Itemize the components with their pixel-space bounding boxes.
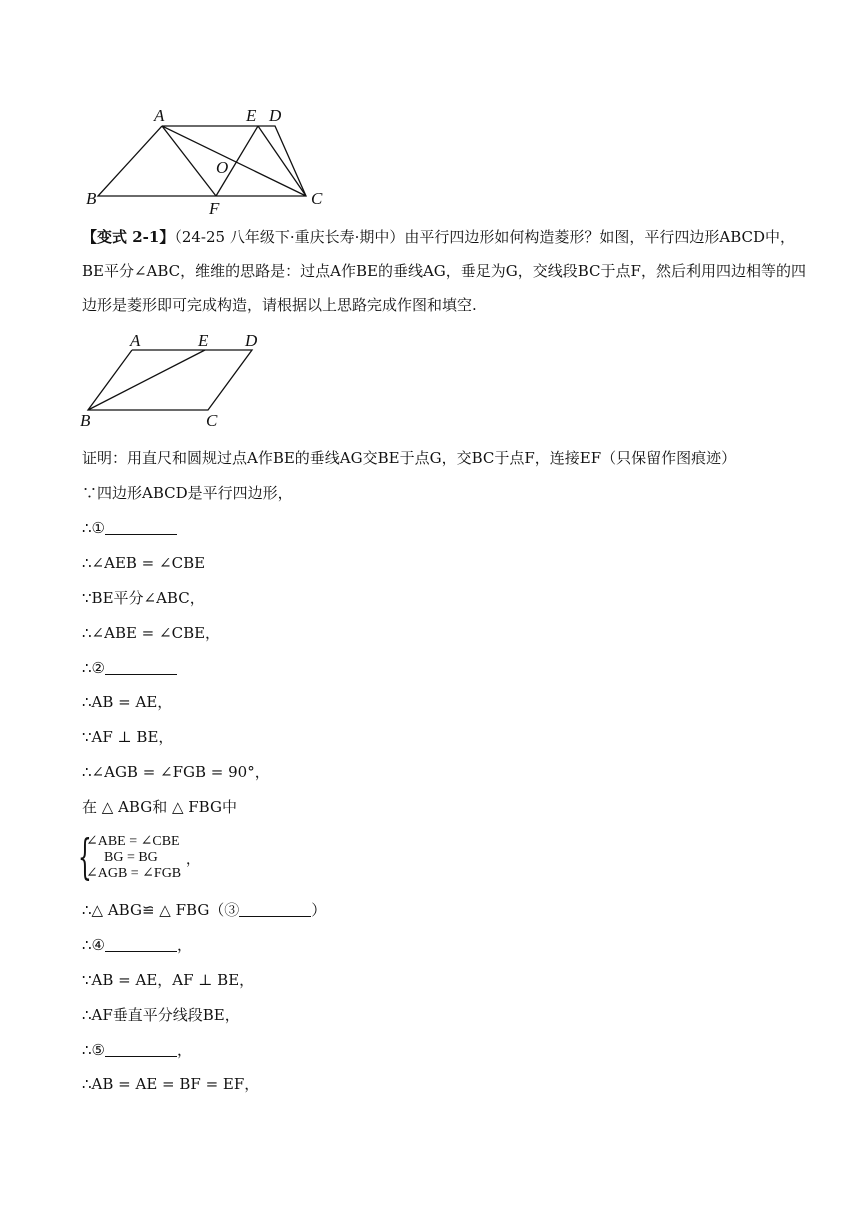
- condition-3: ∠AGB = ∠FGB: [86, 866, 182, 881]
- proof-line-16-text: ∴⑤: [82, 1041, 105, 1059]
- proof-line-14: ∵AB = AE，AF ⊥ BE，: [82, 971, 255, 989]
- proof-line-1: 证明：用直尺和圆规过点A作BE的垂线AG交BE于点G，交BC于点F，连接EF（只保留作图痕迹）: [82, 449, 737, 467]
- parallelogram-abcd: [98, 126, 306, 196]
- condition-2: BG = BG: [104, 850, 158, 865]
- blank-3-input[interactable]: [239, 901, 311, 917]
- proof-line-12: [82, 900, 326, 920]
- proof-line-9: ∵AF ⊥ BE，: [82, 728, 174, 746]
- label-e: E: [246, 106, 257, 125]
- label-a-2: A: [130, 331, 141, 350]
- proof-line-3: [82, 518, 177, 538]
- proof-line-6: ∴∠ABE = ∠CBE，: [82, 624, 221, 642]
- proof-line-13-comma: ，: [177, 936, 193, 954]
- condition-comma: ，: [186, 853, 200, 868]
- blank-2-input[interactable]: [105, 659, 177, 675]
- figure-1-diagram: [80, 100, 340, 220]
- proof-line-2: ∵四边形ABCD是平行四边形，: [82, 484, 293, 502]
- label-d-2: D: [245, 331, 258, 350]
- proof-line-13: [82, 935, 192, 955]
- problem-tag: 【变式 2-1】: [82, 228, 175, 246]
- proof-line-15: ∴AF垂直平分线段BE，: [82, 1006, 240, 1024]
- parallelogram-abcd-2: [88, 350, 252, 410]
- label-b-2: B: [80, 411, 91, 430]
- segment-af: [162, 126, 216, 196]
- label-e-2: E: [198, 331, 209, 350]
- proof-line-16-comma: ，: [177, 1041, 193, 1059]
- proof-line-3-text: ∴①: [82, 519, 105, 537]
- proof-line-17: ∴AB = AE = BF = EF，: [82, 1075, 260, 1093]
- proof-line-16: [82, 1040, 192, 1060]
- proof-line-5: ∵BE平分∠ABC，: [82, 589, 205, 607]
- proof-line-12-text: ∴△ ABG≌ △ FBG（③: [82, 901, 240, 919]
- proof-line-10: ∴∠AGB = ∠FGB = 90°，: [82, 763, 270, 781]
- segment-ec: [258, 126, 306, 196]
- problem-statement: [82, 220, 812, 322]
- label-c-2: C: [206, 411, 218, 430]
- proof-line-11: 在 △ ABG和 △ FBG中: [82, 798, 237, 816]
- proof-line-13-text: ∴④: [82, 936, 105, 954]
- proof-line-8: ∴AB = AE，: [82, 693, 173, 711]
- label-f: F: [209, 199, 220, 218]
- segment-be: [88, 350, 205, 410]
- left-brace: {: [78, 829, 92, 885]
- proof-line-7: [82, 658, 177, 678]
- label-b: B: [86, 189, 97, 208]
- blank-5-input[interactable]: [105, 1041, 177, 1057]
- label-c: C: [311, 189, 323, 208]
- segment-ac: [162, 126, 306, 196]
- label-d: D: [269, 106, 282, 125]
- blank-1-input[interactable]: [105, 519, 177, 535]
- proof-line-7-text: ∴②: [82, 659, 105, 677]
- label-a: A: [154, 106, 165, 125]
- problem-text: （24-25 八年级下·重庆长寿·期中）由平行四边形如何构造菱形？如图，平行四边形ABCD中，BE平分∠ABC，维维的思路是：过点A作BE的垂线AG，垂足为G，交线段BC于点F，然后利用四边相等的四边形是菱形即可完成构造，请根据以上思路完成作图和填空.: [82, 228, 806, 314]
- blank-4-input[interactable]: [105, 936, 177, 952]
- label-o: O: [216, 158, 229, 177]
- figure-2-diagram: [72, 330, 272, 435]
- congruence-conditions: [78, 829, 218, 885]
- proof-line-4: ∴∠AEB = ∠CBE: [82, 554, 206, 572]
- condition-1: ∠ABE = ∠CBE: [86, 834, 180, 849]
- figure-1: [80, 100, 340, 220]
- figure-2: [72, 330, 272, 435]
- proof-line-12-close: ）: [311, 901, 327, 919]
